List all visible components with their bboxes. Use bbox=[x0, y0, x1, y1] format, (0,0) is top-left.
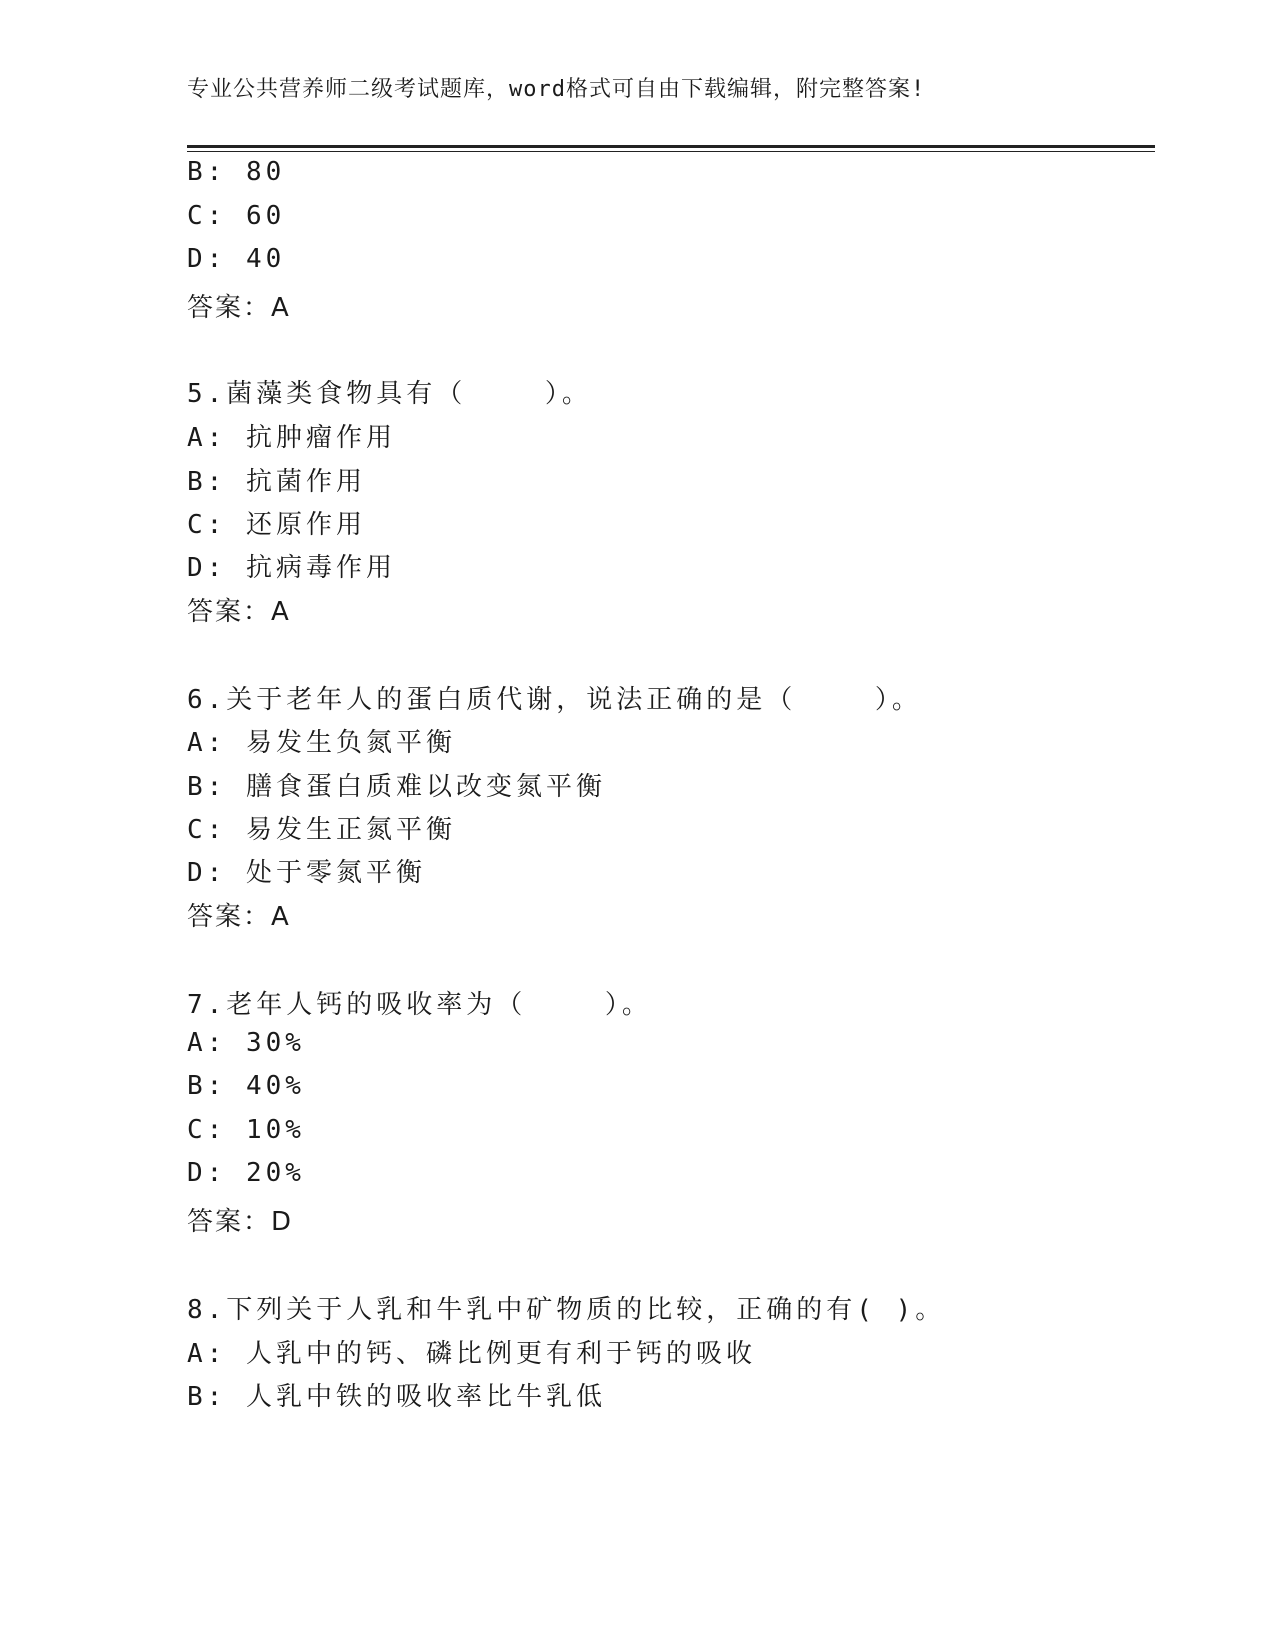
option-line: C: 还原作用 bbox=[187, 510, 366, 540]
question-line: 7.老年人钙的吸收率为（ ）。 bbox=[187, 990, 652, 1020]
header-rule-thin bbox=[187, 151, 1155, 152]
option-line: C: 10% bbox=[187, 1115, 305, 1145]
header-rule-thick bbox=[187, 145, 1155, 148]
answer-line: 答案：D bbox=[187, 1207, 294, 1237]
answer-line: 答案：A bbox=[187, 597, 291, 627]
option-line: A: 人乳中的钙、磷比例更有利于钙的吸收 bbox=[187, 1339, 756, 1369]
option-line: A: 30% bbox=[187, 1028, 305, 1058]
option-line: D: 40 bbox=[187, 244, 286, 274]
option-line: B: 膳食蛋白质难以改变氮平衡 bbox=[187, 772, 606, 802]
option-line: D: 抗病毒作用 bbox=[187, 553, 396, 583]
answer-line: 答案：A bbox=[187, 293, 291, 323]
option-line: B: 40% bbox=[187, 1071, 305, 1101]
option-line: A: 抗肿瘤作用 bbox=[187, 423, 396, 453]
question-line: 8.下列关于人乳和牛乳中矿物质的比较，正确的有( )。 bbox=[187, 1295, 946, 1325]
page-header: 专业公共营养师二级考试题库，word格式可自由下载编辑，附完整答案! bbox=[187, 77, 926, 102]
option-line: B: 抗菌作用 bbox=[187, 467, 366, 497]
option-line: D: 20% bbox=[187, 1158, 305, 1188]
option-line: C: 60 bbox=[187, 201, 286, 231]
question-line: 5.菌藻类食物具有（ ）。 bbox=[187, 379, 592, 409]
option-line: A: 易发生负氮平衡 bbox=[187, 728, 456, 758]
option-line: D: 处于零氮平衡 bbox=[187, 858, 426, 888]
option-line: B: 80 bbox=[187, 157, 286, 187]
option-line: C: 易发生正氮平衡 bbox=[187, 815, 456, 845]
question-line: 6.关于老年人的蛋白质代谢，说法正确的是（ ）。 bbox=[187, 685, 922, 715]
answer-line: 答案：A bbox=[187, 902, 291, 932]
option-line: B: 人乳中铁的吸收率比牛乳低 bbox=[187, 1382, 606, 1412]
